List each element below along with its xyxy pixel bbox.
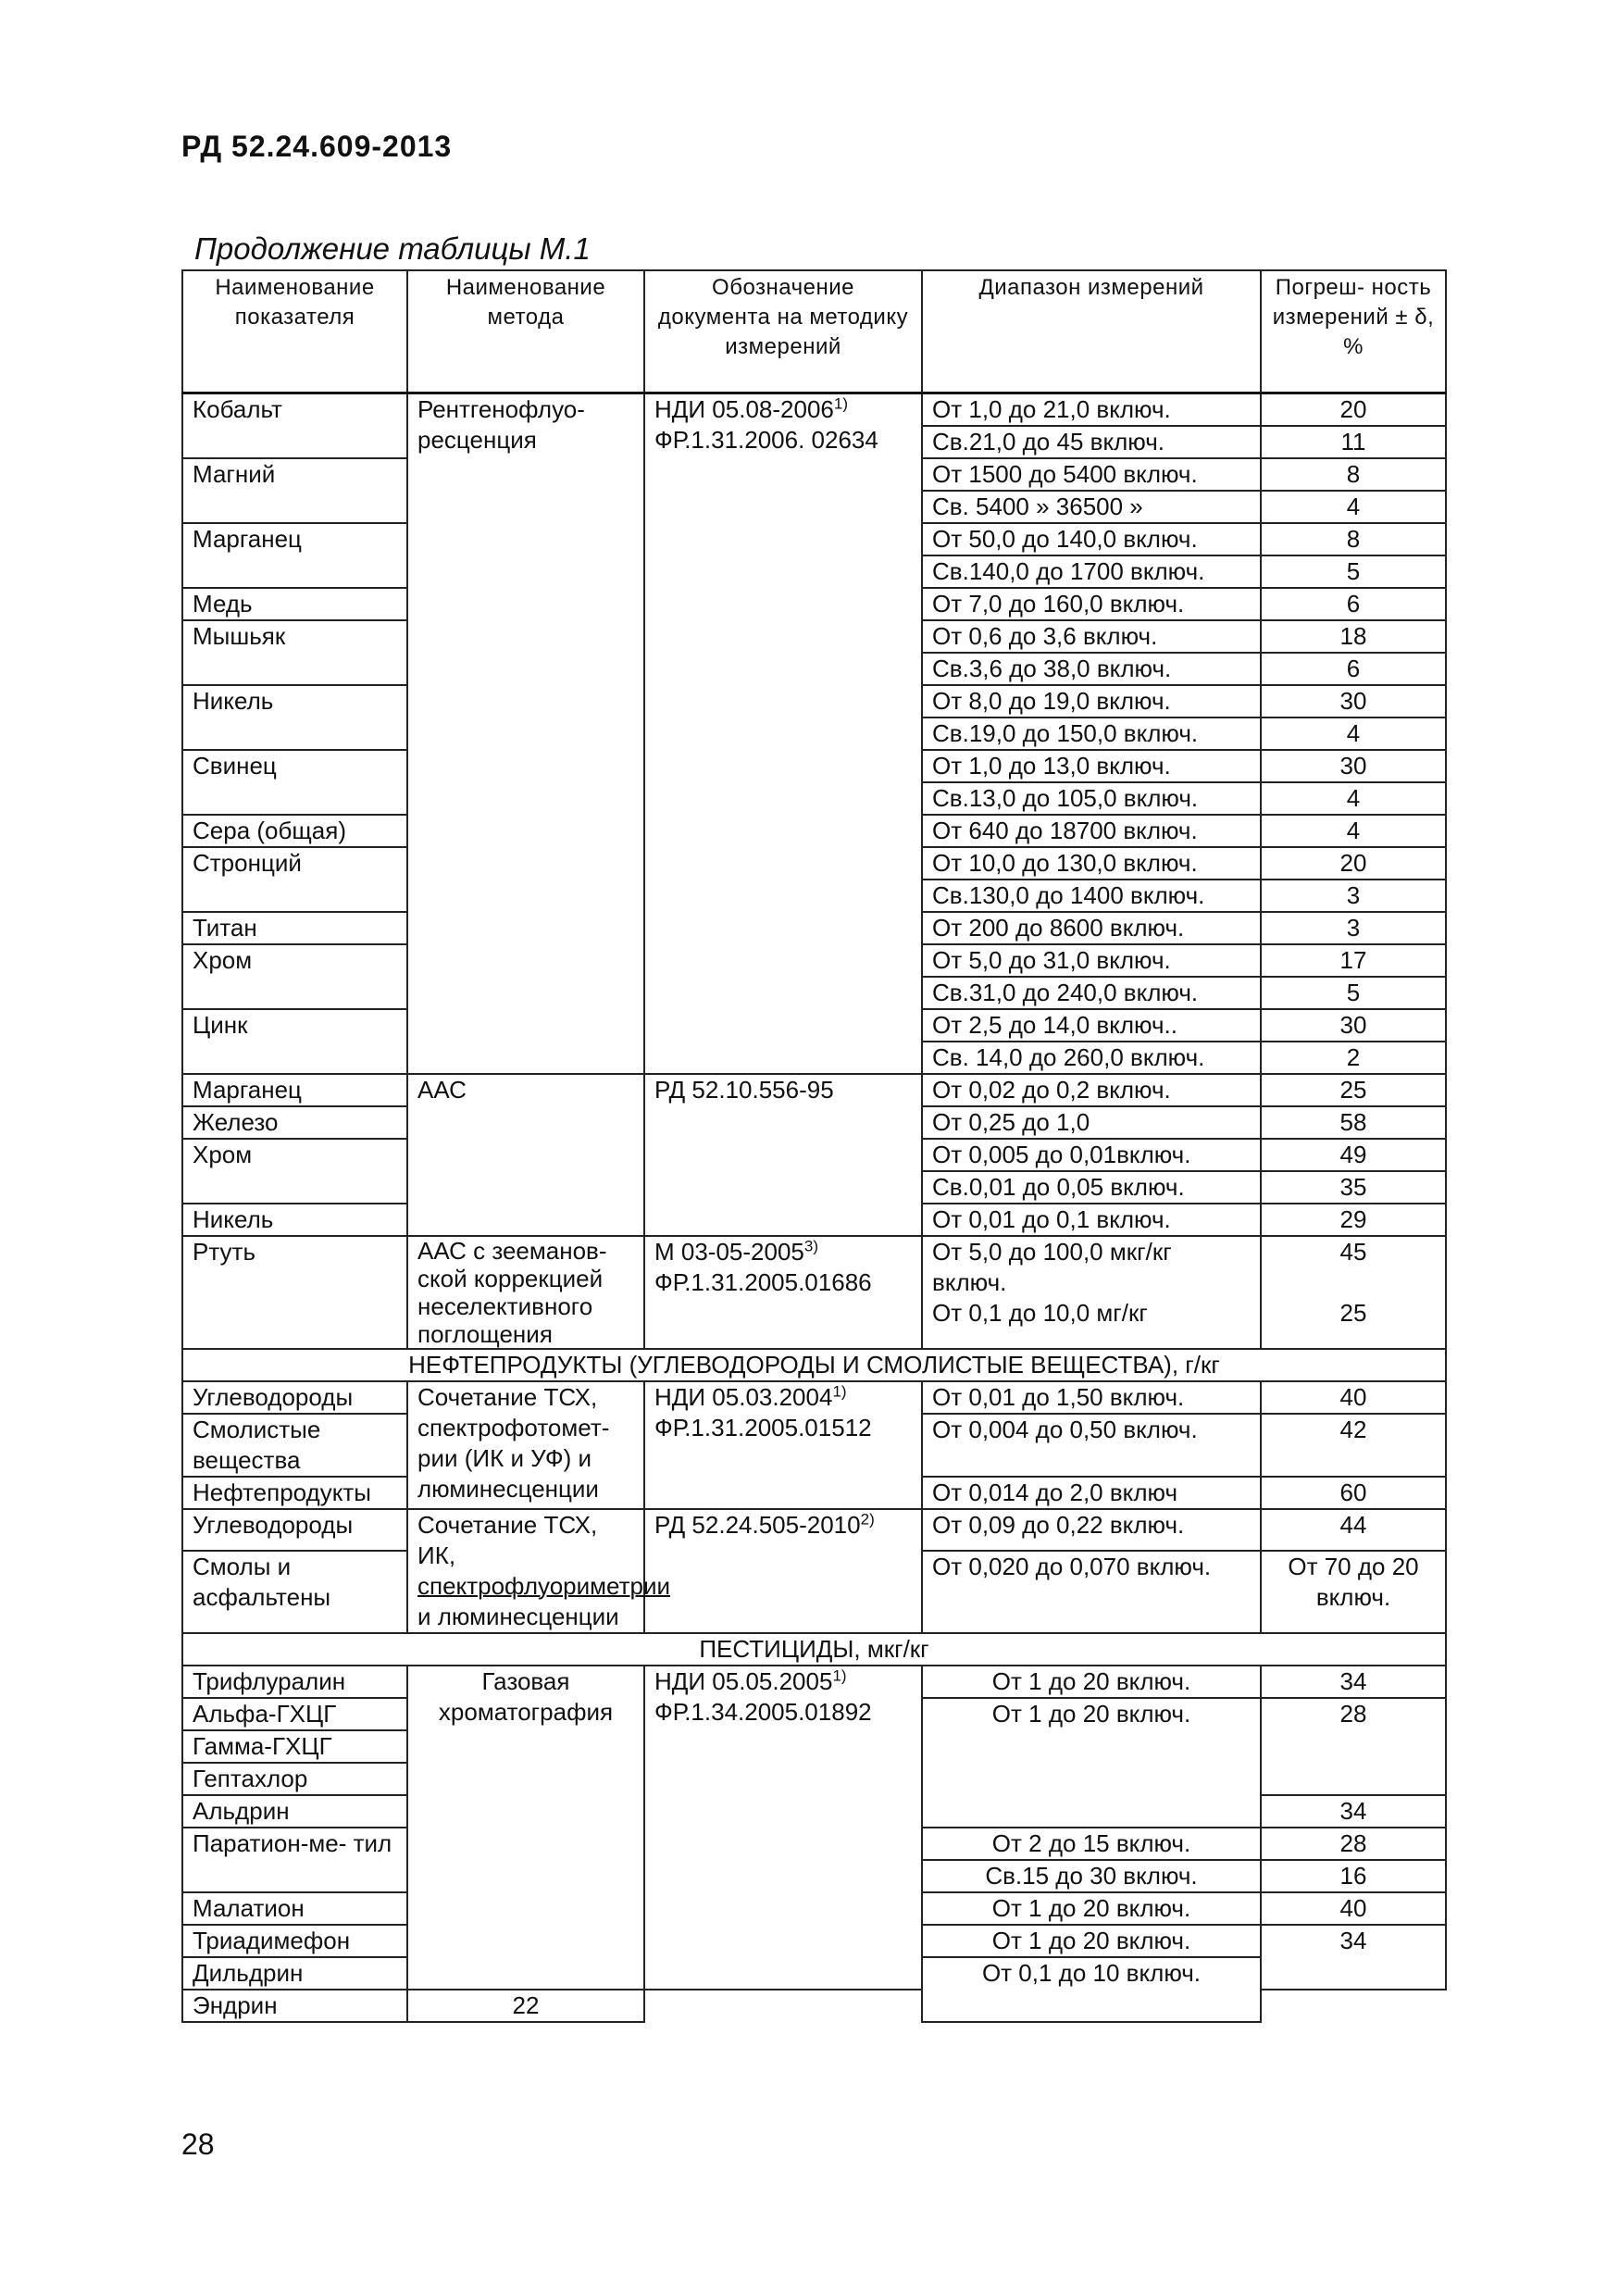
error-cell: 30 [1261,1009,1446,1042]
col-header-method: Наименование метода [407,270,644,393]
error-cell: 4 [1261,782,1446,815]
footnote-mark: 1) [833,393,848,412]
footnote-mark: 2) [860,1509,875,1528]
range-cell: От 7,0 до 160,0 включ. [922,588,1261,620]
error-cell: 20 [1261,393,1446,426]
indicator-name: Эндрин [182,1990,407,2022]
range-cell: От 0,01 до 1,50 включ. [922,1381,1261,1414]
error-cell: 5 [1261,555,1446,588]
indicator-name: Сера (общая) [182,815,407,847]
range-mercury-1: От 5,0 до 100,0 мкг/кг включ. [932,1237,1172,1296]
range-cell: От 0,6 до 3,6 включ. [922,620,1261,653]
range-cell: От 0,014 до 2,0 включ [922,1477,1261,1509]
range-cell: От 2 до 15 включ. [922,1828,1261,1860]
document-mercury-reg: ФР.1.31.2005.01686 [654,1267,872,1296]
range-cell: Св.31,0 до 240,0 включ. [922,977,1261,1009]
indicator-name: Никель [182,685,407,750]
indicator-name: Дильдрин [182,1957,407,1990]
method-mercury: ААС с зееманов- ской коррекцией неселективного поглощения [407,1236,644,1349]
error-cell: 34 [1261,1666,1446,1698]
range-cell: От 0,005 до 0,01включ. [922,1139,1261,1171]
indicator-name: Железо [182,1106,407,1139]
method-pesticides: Газовая хроматография [407,1666,644,1990]
error-cell: 28 [1261,1698,1446,1795]
indicator-name: Альдрин [182,1795,407,1828]
range-cell: Св.15 до 30 включ. [922,1860,1261,1892]
indicator-name: Углеводороды [182,1509,407,1552]
range-cell: От 1 до 20 включ. [922,1698,1261,1828]
error-cell: 2 [1261,1042,1446,1074]
document-aas: РД 52.10.556-95 [644,1074,922,1236]
indicator-name: Альфа-ГХЦГ [182,1698,407,1730]
measurement-table [181,269,1447,2023]
error-cell: 5 [1261,977,1446,1009]
indicator-name: Магний [182,458,407,523]
range-cell: От 1,0 до 13,0 включ. [922,750,1261,782]
method-petroleum-2-part2: и люминесценции [417,1602,619,1630]
error-cell: 49 [1261,1139,1446,1171]
error-cell: 28 [1261,1828,1446,1860]
document-code: РД 52.24.609-2013 [181,130,453,163]
range-cell: От 0,09 до 0,22 включ. [922,1509,1261,1552]
document-pesticides-reg: ФР.1.34.2005.01892 [654,1697,872,1726]
error-cell: 17 [1261,944,1446,977]
indicator-name: Никель [182,1204,407,1236]
document-petroleum-2 [644,1509,922,1633]
error-cell: 34 [1261,1795,1446,1828]
error-cell: 22 [407,1990,644,2022]
range-cell: Св.140,0 до 1700 включ. [922,555,1261,588]
range-cell: От 1 до 20 включ. [922,1892,1261,1925]
error-cell: 35 [1261,1171,1446,1204]
error-cell: 44 [1261,1509,1446,1552]
error-cell: 30 [1261,750,1446,782]
indicator-name: Малатион [182,1892,407,1925]
range-cell: От 640 до 18700 включ. [922,815,1261,847]
document-pesticides [644,1666,922,1990]
range-cell: От 0,1 до 10 включ. [922,1957,1261,2022]
error-cell: 16 [1261,1860,1446,1892]
indicator-name: Ртуть [182,1236,407,1349]
error-mercury-2: 25 [1339,1298,1367,1327]
method-petroleum-2-part1: Сочетание ТСХ, ИК, [417,1510,598,1569]
error-cell: 4 [1261,718,1446,750]
range-cell: Св.19,0 до 150,0 включ. [922,718,1261,750]
method-petroleum-2-underlined: спектрофлуориметрии [417,1571,671,1600]
indicator-name: Свинец [182,750,407,815]
range-cell: От 1 до 20 включ. [922,1666,1261,1698]
method-xrf: Рентгенофлуо- ресценция [407,393,644,1074]
document-petroleum-2-code: РД 52.24.505-2010 [654,1510,861,1539]
error-cell: 11 [1261,426,1446,458]
method-aas: ААС [407,1074,644,1236]
range-cell: От 5,0 до 31,0 включ. [922,944,1261,977]
indicator-name: Марганец [182,1074,407,1106]
indicator-name: Марганец [182,523,407,588]
indicator-name: Трифлуралин [182,1666,407,1698]
range-cell: От 1 до 20 включ. [922,1925,1261,1957]
error-cell: 40 [1261,1892,1446,1925]
error-cell: 20 [1261,847,1446,880]
error-cell [1261,1236,1446,1349]
method-petroleum-1: Сочетание ТСХ, спектрофотомет- рии (ИК и УФ) и люминесценции [407,1381,644,1509]
col-header-document: Обозначение документа на методику измерений [644,270,922,393]
col-header-error: Погреш- ность измерений ± δ, % [1261,270,1446,393]
error-cell: 3 [1261,912,1446,944]
table-caption: Продолжение таблицы М.1 [194,231,591,266]
error-cell: 6 [1261,653,1446,685]
section-header-pesticides: ПЕСТИЦИДЫ, мкг/кг [182,1633,1446,1666]
range-cell: От 0,004 до 0,50 включ. [922,1414,1261,1477]
error-mercury-1: 45 [1339,1237,1367,1266]
range-cell: Св.13,0 до 105,0 включ. [922,782,1261,815]
document-petroleum-1-reg: ФР.1.31.2005.01512 [654,1413,872,1441]
footnote-mark: 1) [832,1666,847,1684]
document-mercury [644,1236,922,1349]
range-cell [922,1236,1261,1349]
error-cell: 25 [1261,1074,1446,1106]
range-cell: От 50,0 до 140,0 включ. [922,523,1261,555]
range-cell: От 0,020 до 0,070 включ. [922,1551,1261,1632]
document-xrf-code: НДИ 05.08-2006 [654,394,834,423]
page-number: 28 [181,2128,215,2161]
indicator-name: Кобальт [182,393,407,458]
error-cell: 6 [1261,588,1446,620]
section-header-petroleum: НЕФТЕПРОДУКТЫ (УГЛЕВОДОРОДЫ И СМОЛИСТЫЕ ВЕЩЕСТВА), г/кг [182,1349,1446,1381]
range-cell: Св.21,0 до 45 включ. [922,426,1261,458]
range-cell: Св.3,6 до 38,0 включ. [922,653,1261,685]
header-row [182,270,1446,393]
range-cell: От 1500 до 5400 включ. [922,458,1261,491]
range-cell: От 0,25 до 1,0 [922,1106,1261,1139]
range-cell: От 200 до 8600 включ. [922,912,1261,944]
range-cell: Св.0,01 до 0,05 включ. [922,1171,1261,1204]
range-cell: От 0,01 до 0,1 включ. [922,1204,1261,1236]
error-cell: От 70 до 20 включ. [1261,1551,1446,1632]
indicator-name: Триадимефон [182,1925,407,1957]
error-cell: 4 [1261,491,1446,523]
col-header-range: Диапазон измерений [922,270,1261,393]
range-cell: От 1,0 до 21,0 включ. [922,393,1261,426]
indicator-name: Медь [182,588,407,620]
error-cell: 30 [1261,685,1446,718]
method-petroleum-2 [407,1509,671,1633]
document-mercury-code: М 03-05-2005 [654,1237,804,1266]
col-header-indicator: Наименование показателя [182,270,407,393]
range-mercury-2: От 0,1 до 10,0 мг/кг [932,1298,1148,1327]
document-xrf-reg: ФР.1.31.2006. 02634 [654,425,878,454]
indicator-name: Мышьяк [182,620,407,685]
range-cell: От 0,02 до 0,2 включ. [922,1074,1261,1106]
error-cell: 60 [1261,1477,1446,1509]
indicator-name: Стронций [182,847,407,912]
indicator-name: Смолистые вещества [182,1414,407,1477]
indicator-name: Титан [182,912,407,944]
indicator-name: Гамма-ГХЦГ [182,1730,407,1763]
footnote-mark: 1) [832,1381,847,1400]
error-cell: 58 [1261,1106,1446,1139]
error-cell: 4 [1261,815,1446,847]
range-cell: Св. 5400 » 36500 » [922,491,1261,523]
footnote-mark: 3) [803,1236,819,1254]
error-cell: 29 [1261,1204,1446,1236]
indicator-name: Хром [182,1139,407,1204]
indicator-name: Паратион-ме- тил [182,1828,407,1892]
range-cell: От 8,0 до 19,0 включ. [922,685,1261,718]
error-cell: 18 [1261,620,1446,653]
error-cell: 8 [1261,523,1446,555]
indicator-name: Хром [182,944,407,1009]
range-cell: Св. 14,0 до 260,0 включ. [922,1042,1261,1074]
range-cell: От 10,0 до 130,0 включ. [922,847,1261,880]
document-petroleum-1 [644,1381,922,1509]
document-pesticides-code: НДИ 05.05.2005 [654,1666,833,1695]
range-cell: От 2,5 до 14,0 включ.. [922,1009,1261,1042]
error-cell: 8 [1261,458,1446,491]
document-xrf [644,393,922,1074]
error-cell: 34 [1261,1925,1446,1990]
indicator-name: Нефтепродукты [182,1477,407,1509]
range-cell: Св.130,0 до 1400 включ. [922,880,1261,912]
document-petroleum-1-code: НДИ 05.03.2004 [654,1382,833,1411]
indicator-name: Смолы и асфальтены [182,1551,407,1632]
indicator-name: Углеводороды [182,1381,407,1414]
indicator-name: Гептахлор [182,1763,407,1795]
error-cell: 3 [1261,880,1446,912]
indicator-name: Цинк [182,1009,407,1074]
error-cell: 42 [1261,1414,1446,1477]
error-cell: 40 [1261,1381,1446,1414]
